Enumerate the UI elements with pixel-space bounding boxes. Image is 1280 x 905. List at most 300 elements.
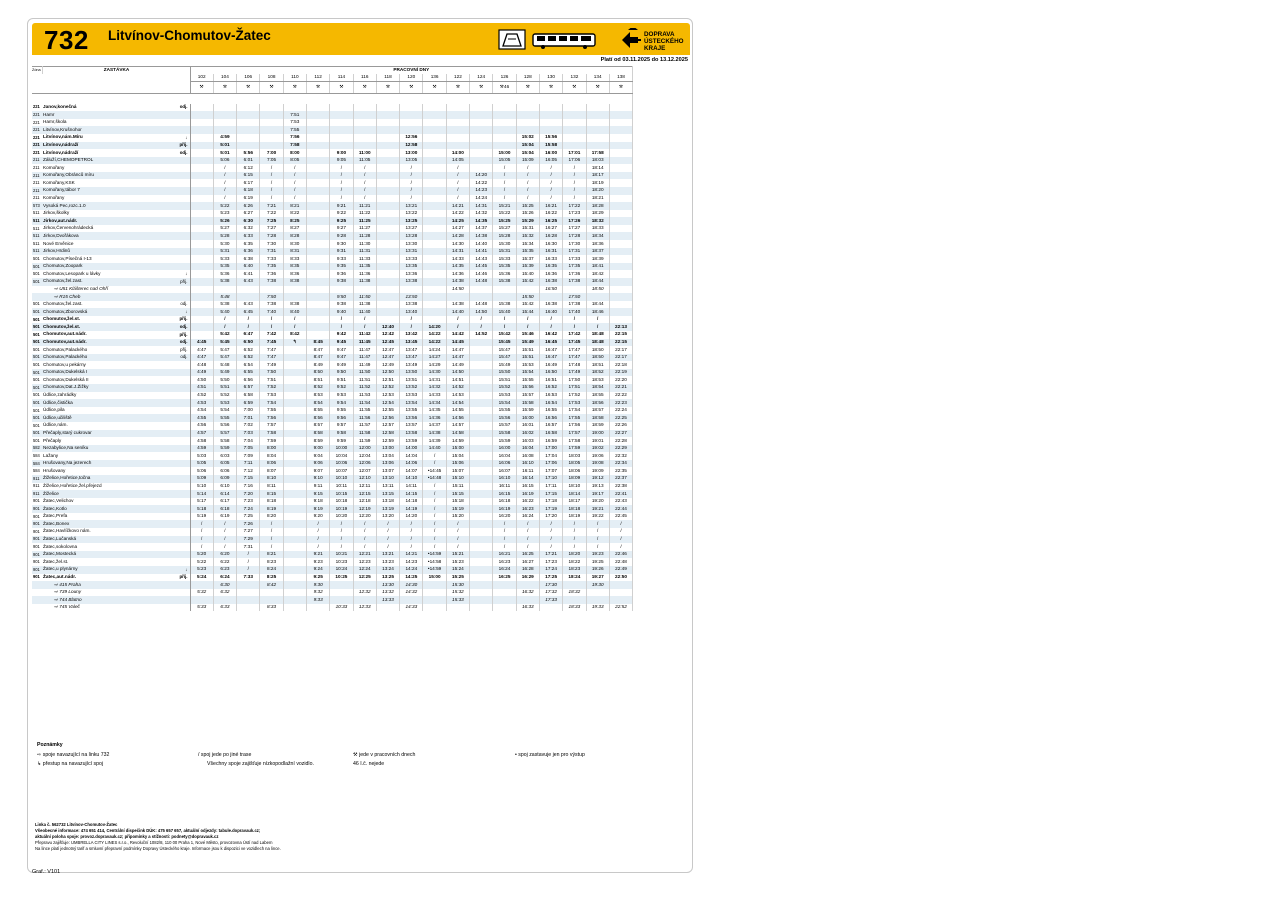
departure-time: 4:59 — [213, 134, 236, 142]
departure-time — [609, 172, 632, 180]
spacer — [32, 94, 633, 104]
departure-time: 11:35 — [353, 263, 376, 271]
trip-number: 122 — [446, 74, 469, 82]
arr-dep-marker — [170, 483, 190, 491]
departure-time: / — [516, 195, 539, 203]
departure-time: 14:07 — [400, 467, 423, 475]
departure-time: / — [446, 520, 469, 528]
departure-time: 15:20 — [446, 513, 469, 521]
departure-time: 6:58 — [237, 392, 260, 400]
departure-time: 15:54 — [516, 369, 539, 377]
departure-time: 7:50 — [260, 369, 283, 377]
stop-row — [32, 270, 633, 278]
departure-time: 10:25 — [330, 574, 353, 582]
departure-time: 10:06 — [330, 460, 353, 468]
departure-time — [376, 293, 399, 301]
departure-time: 15:57 — [516, 392, 539, 400]
stop-row — [32, 399, 633, 407]
departure-time: 6:41 — [237, 270, 260, 278]
departure-time — [493, 104, 516, 112]
departure-time: 8:40 — [283, 308, 306, 316]
departure-time: 14:46 — [470, 270, 493, 278]
departure-time — [609, 164, 632, 172]
departure-time: 8:21 — [283, 202, 306, 210]
departure-time — [283, 422, 306, 430]
departure-time — [470, 111, 493, 119]
departure-time: 18:14 — [586, 164, 609, 172]
departure-time: 22:37 — [609, 475, 632, 483]
departure-time: / — [400, 543, 423, 551]
departure-time — [376, 187, 399, 195]
departure-time: 7:45 — [260, 339, 283, 347]
departure-time: 16:03 — [516, 437, 539, 445]
departure-time: 12:57 — [376, 422, 399, 430]
connection-name: ⇨ 739 Louny — [54, 589, 82, 595]
zone-number: 501 — [33, 301, 40, 307]
departure-time: 15:28 — [493, 232, 516, 240]
departure-time — [330, 286, 353, 294]
departure-time: 6:06 — [213, 467, 236, 475]
departure-time — [423, 172, 446, 180]
departure-time: 10:07 — [330, 467, 353, 475]
departure-time: 6:40 — [237, 263, 260, 271]
departure-time: 7:53 — [283, 119, 306, 127]
departure-time — [237, 111, 260, 119]
stop-name: Komořany,Obránců míru — [42, 172, 170, 180]
departure-time — [306, 157, 329, 165]
departure-time: 4:45 — [190, 339, 213, 347]
departure-time: 8:57 — [306, 422, 329, 430]
stop-row — [32, 210, 633, 218]
trip-number: 116 — [353, 74, 376, 82]
departure-time: 14:34 — [423, 399, 446, 407]
departure-time: 9:24 — [306, 566, 329, 574]
departure-time: 22:29 — [609, 445, 632, 453]
stop-name: Chomutov,Písečná I-13 — [43, 255, 92, 261]
departure-time: 13:58 — [400, 430, 423, 438]
departure-time: 5:45 — [213, 339, 236, 347]
departure-time: / — [423, 483, 446, 491]
zone-number: 501 — [32, 278, 42, 286]
departure-time: 16:14 — [516, 475, 539, 483]
trip-number: 132 — [563, 74, 586, 82]
departure-time: 8:00 — [283, 149, 306, 157]
departure-time: 16:38 — [539, 301, 562, 309]
departure-time — [609, 270, 632, 278]
departure-time — [563, 126, 586, 134]
departure-time: 14:51 — [446, 376, 469, 384]
departure-time — [353, 126, 376, 134]
departure-time: 7:20 — [237, 490, 260, 498]
departure-time: 4:56 — [190, 422, 213, 430]
stop-name: Jirkov,aut.nádr. — [42, 217, 170, 225]
departure-time — [330, 119, 353, 127]
departure-time — [400, 104, 423, 112]
zone-number: 501 — [33, 316, 40, 322]
trip-number: 134 — [586, 74, 609, 82]
departure-time: 15:31 — [516, 225, 539, 233]
departure-time — [283, 551, 306, 559]
departure-time: / — [516, 528, 539, 536]
departure-time: 7:28 — [260, 232, 283, 240]
note-exit-only: • spoj zastavuje jen pro výstup — [515, 752, 585, 758]
departure-time: / — [306, 520, 329, 528]
departure-time: 14:31 — [446, 248, 469, 256]
departure-time: 18:33 — [563, 604, 586, 612]
departure-time: / — [213, 316, 236, 324]
departure-time — [470, 354, 493, 362]
stop-name: Chomutov,žel.zast. — [43, 301, 83, 307]
departure-time: 6:26 — [237, 202, 260, 210]
departure-time: / — [400, 164, 423, 172]
departure-time: 12:06 — [353, 460, 376, 468]
departure-time: 11:45 — [353, 339, 376, 347]
departure-time: 15:38 — [493, 278, 516, 286]
departure-time — [609, 316, 632, 324]
arr-dep-marker — [170, 164, 190, 172]
departure-time: 5:33 — [190, 604, 213, 612]
departure-time: 14:48 — [470, 278, 493, 286]
arr-dep-marker — [170, 505, 190, 513]
departure-time: 10:04 — [330, 452, 353, 460]
departure-time — [376, 225, 399, 233]
departure-time — [423, 202, 446, 210]
departure-time: / — [330, 164, 353, 172]
departure-time — [306, 195, 329, 203]
departure-time — [376, 255, 399, 263]
departure-time: 18:19 — [586, 179, 609, 187]
departure-time: 15:49 — [493, 361, 516, 369]
departure-time — [190, 263, 213, 271]
arr-dep-marker — [170, 445, 190, 453]
departure-time: 12:23 — [353, 558, 376, 566]
departure-time: 14:00 — [400, 445, 423, 453]
departure-time: 13:00 — [376, 445, 399, 453]
departure-time: 14:24 — [470, 195, 493, 203]
departure-time: 18:51 — [586, 361, 609, 369]
departure-time: 8:53 — [306, 392, 329, 400]
stop-row — [32, 301, 633, 309]
departure-time: 22:21 — [609, 384, 632, 392]
trip-number: 104 — [213, 74, 236, 82]
departure-time: 7:26 — [237, 520, 260, 528]
departure-time: / — [563, 179, 586, 187]
departure-time: 17:50 — [563, 376, 586, 384]
departure-time — [563, 134, 586, 142]
departure-time: 14:15 — [400, 490, 423, 498]
departure-time: 14:45 — [446, 339, 469, 347]
departure-time: 9:07 — [306, 467, 329, 475]
departure-time: 18:48 — [586, 331, 609, 339]
departure-time: 16:47 — [539, 346, 562, 354]
departure-time — [190, 323, 213, 331]
departure-time: 9:38 — [330, 278, 353, 286]
stop-row — [32, 202, 633, 210]
departure-time — [446, 104, 469, 112]
zone-number: 221 — [33, 104, 40, 110]
stop-name: Žatec,Kotlo — [42, 505, 170, 513]
zone-number: 901 — [33, 513, 40, 519]
departure-time — [190, 232, 213, 240]
departure-time: 15:56 — [516, 384, 539, 392]
departure-time: 7:55 — [283, 126, 306, 134]
departure-time — [470, 581, 493, 589]
departure-time — [470, 422, 493, 430]
departure-time: 7:54 — [260, 399, 283, 407]
stop-row — [32, 551, 633, 559]
departure-time — [493, 589, 516, 597]
departure-time — [260, 104, 283, 112]
logo-group — [497, 28, 687, 52]
departure-time: 7:23 — [237, 498, 260, 506]
departure-time — [237, 119, 260, 127]
departure-time: 14:32 — [423, 384, 446, 392]
departure-time — [190, 286, 213, 294]
departure-time: 17:33 — [539, 596, 562, 604]
departure-time: 8:49 — [306, 361, 329, 369]
departure-time: 6:12 — [237, 164, 260, 172]
stop-name: Janov,konečná — [43, 104, 77, 110]
departure-time — [493, 111, 516, 119]
departure-time: 15:23 — [446, 558, 469, 566]
stop-row — [32, 104, 633, 112]
departure-time: 13:11 — [376, 483, 399, 491]
departure-time: 5:30 — [213, 240, 236, 248]
departure-time: / — [213, 543, 236, 551]
departure-time: 9:25 — [306, 574, 329, 582]
departure-time: / — [446, 164, 469, 172]
departure-time — [423, 293, 446, 301]
departure-time — [609, 210, 632, 218]
departure-time — [470, 157, 493, 165]
departure-time — [609, 308, 632, 316]
departure-time: 9:53 — [330, 392, 353, 400]
departure-time: 5:27 — [213, 225, 236, 233]
departure-time — [586, 596, 609, 604]
departure-time: 12:00 — [353, 445, 376, 453]
trip-number: 102 — [190, 74, 213, 82]
departure-time: 11:22 — [353, 210, 376, 218]
departure-time — [609, 195, 632, 203]
departure-time: 15:58 — [493, 430, 516, 438]
connection-name: ⇨ R15 Cheb — [42, 293, 170, 301]
departure-time — [190, 248, 213, 256]
departure-time: 17:54 — [563, 407, 586, 415]
departure-time — [190, 134, 213, 142]
departure-time: 18:56 — [586, 399, 609, 407]
departure-time: 8:38 — [283, 301, 306, 309]
departure-time: 5:31 — [213, 248, 236, 256]
departure-time: / — [330, 528, 353, 536]
departure-time: 6:10 — [213, 483, 236, 491]
departure-time: 10:33 — [330, 604, 353, 612]
departure-time: 9:33 — [306, 596, 329, 604]
departure-time — [190, 308, 213, 316]
departure-time: 5:33 — [213, 255, 236, 263]
departure-time: / — [353, 164, 376, 172]
departure-time: 16:11 — [493, 483, 516, 491]
departure-time: 14:22 — [423, 331, 446, 339]
departure-time: 16:23 — [516, 505, 539, 513]
stop-name: Žatec,žel.st. — [43, 558, 69, 564]
departure-time: 22:13 — [609, 323, 632, 331]
stop-row — [32, 255, 633, 263]
departure-time — [609, 293, 632, 301]
departure-time: 8:45 — [306, 339, 329, 347]
departure-time: / — [213, 528, 236, 536]
departure-time: 14:22 — [470, 179, 493, 187]
departure-time: 14:53 — [446, 392, 469, 400]
departure-time — [586, 589, 609, 597]
departure-time: / — [330, 195, 353, 203]
stop-row — [32, 172, 633, 180]
footer-tariff-line: Na lince platí jednotný tarif a smluvní přepravní podmínky Dopravy Ústeckého kraje. Informace jsou k dispozici ve vozidlech na lince. — [35, 846, 281, 851]
departure-time: / — [330, 543, 353, 551]
workday-icon: ⚒ — [516, 82, 539, 94]
departure-time — [376, 104, 399, 112]
zone-number: 221 — [32, 142, 42, 150]
departure-time: 15:55 — [493, 407, 516, 415]
departure-time: 12:25 — [353, 574, 376, 582]
departure-time: 14:37 — [470, 225, 493, 233]
departure-time: 11:00 — [353, 149, 376, 157]
departure-time — [306, 187, 329, 195]
stop-name: Hamr,škola — [43, 119, 67, 125]
departure-time: 17:33 — [563, 255, 586, 263]
departure-time: 22:17 — [609, 354, 632, 362]
departure-time — [190, 581, 213, 589]
departure-time: 15:47 — [493, 346, 516, 354]
departure-time: 16:19 — [493, 505, 516, 513]
departure-time: 18:22 — [563, 558, 586, 566]
departure-time — [470, 414, 493, 422]
departure-time: 11:59 — [353, 437, 376, 445]
departure-time: 7:25 — [260, 217, 283, 225]
departure-time: 6:33 — [213, 604, 236, 612]
stop-row — [32, 323, 633, 331]
departure-time: 9:20 — [306, 513, 329, 521]
departure-time: 13:30 — [400, 240, 423, 248]
arr-dep-marker — [170, 422, 190, 430]
departure-time: 14:27 — [423, 354, 446, 362]
departure-time: 18:50 — [586, 354, 609, 362]
departure-time — [283, 414, 306, 422]
departure-time — [446, 142, 469, 150]
departure-time — [306, 323, 329, 331]
departure-time — [609, 301, 632, 309]
departure-time — [260, 134, 283, 142]
departure-time: 16:58 — [539, 430, 562, 438]
departure-time: / — [516, 543, 539, 551]
departure-time: 5:51 — [213, 384, 236, 392]
departure-time: 4:51 — [190, 384, 213, 392]
departure-time: 18:52 — [586, 369, 609, 377]
departure-time: 6:18 — [213, 505, 236, 513]
departure-time — [353, 119, 376, 127]
departure-time — [306, 240, 329, 248]
departure-time: 22:32 — [609, 452, 632, 460]
departure-time: 4:49 — [190, 369, 213, 377]
note-connection: ⇨ spoje navazující na linku 732 — [37, 752, 110, 758]
departure-time — [470, 490, 493, 498]
departure-time — [283, 286, 306, 294]
departure-time: 5:40 — [213, 308, 236, 316]
departure-time — [423, 232, 446, 240]
departure-time — [190, 157, 213, 165]
arr-dep-marker: příj. — [170, 142, 190, 150]
arr-dep-marker — [170, 119, 190, 127]
arr-dep-marker — [170, 248, 190, 256]
departure-time: 13:50 — [400, 293, 423, 301]
departure-time — [470, 475, 493, 483]
stop-name: Komořany,KSK — [43, 179, 75, 185]
departure-time: 10:10 — [330, 475, 353, 483]
stop-name: Jirkov,Červenohrádecká — [43, 225, 94, 231]
departure-time: 14:05 — [446, 157, 469, 165]
stop-name: Litvínov,Krušnohor — [42, 126, 170, 134]
arr-dep-marker — [170, 263, 190, 271]
departure-time: 7:38 — [260, 278, 283, 286]
departure-time — [283, 407, 306, 415]
departure-time — [609, 596, 632, 604]
departure-time: / — [446, 528, 469, 536]
departure-time: 19:12 — [586, 475, 609, 483]
departure-time: 22:17 — [609, 346, 632, 354]
arr-dep-marker — [170, 111, 190, 119]
departure-time: / — [609, 520, 632, 528]
departure-time: 13:31 — [400, 248, 423, 256]
departure-time: 9:23 — [306, 558, 329, 566]
departure-time — [330, 134, 353, 142]
departure-time: 12:53 — [376, 392, 399, 400]
departure-time — [190, 225, 213, 233]
departure-time — [470, 452, 493, 460]
zone-number: 221 — [33, 119, 40, 125]
departure-time: 8:33 — [283, 255, 306, 263]
departure-time: 4:57 — [190, 430, 213, 438]
departure-time — [609, 232, 632, 240]
departure-time: 6:27 — [237, 210, 260, 218]
departure-time: 6:19 — [213, 513, 236, 521]
departure-time — [376, 278, 399, 286]
departure-time — [306, 301, 329, 309]
departure-time — [283, 369, 306, 377]
stop-row — [32, 248, 633, 256]
departure-time: 22:19 — [609, 369, 632, 377]
departure-time: 14:24 — [423, 346, 446, 354]
workday-icon: ⚒ — [213, 82, 236, 94]
departure-time: / — [283, 187, 306, 195]
departure-time: 16:31 — [539, 248, 562, 256]
arr-dep-marker — [170, 475, 190, 483]
zone-number: 501 — [32, 263, 42, 271]
stop-row — [32, 111, 633, 119]
departure-time: 7:22 — [260, 210, 283, 218]
zone-number: 211 — [32, 187, 42, 195]
departure-time: 15:19 — [446, 505, 469, 513]
departure-time — [237, 134, 260, 142]
departure-time: 14:45 — [470, 263, 493, 271]
departure-time: 12:54 — [376, 399, 399, 407]
stop-header: ZASTÁVKA — [42, 67, 190, 75]
departure-time: 16:33 — [539, 255, 562, 263]
departure-time — [306, 604, 329, 612]
departure-time: 18:44 — [586, 278, 609, 286]
departure-time: 5:53 — [213, 399, 236, 407]
departure-time: 6:23 — [213, 566, 236, 574]
departure-time: 9:55 — [330, 407, 353, 415]
departure-time: 13:55 — [400, 407, 423, 415]
